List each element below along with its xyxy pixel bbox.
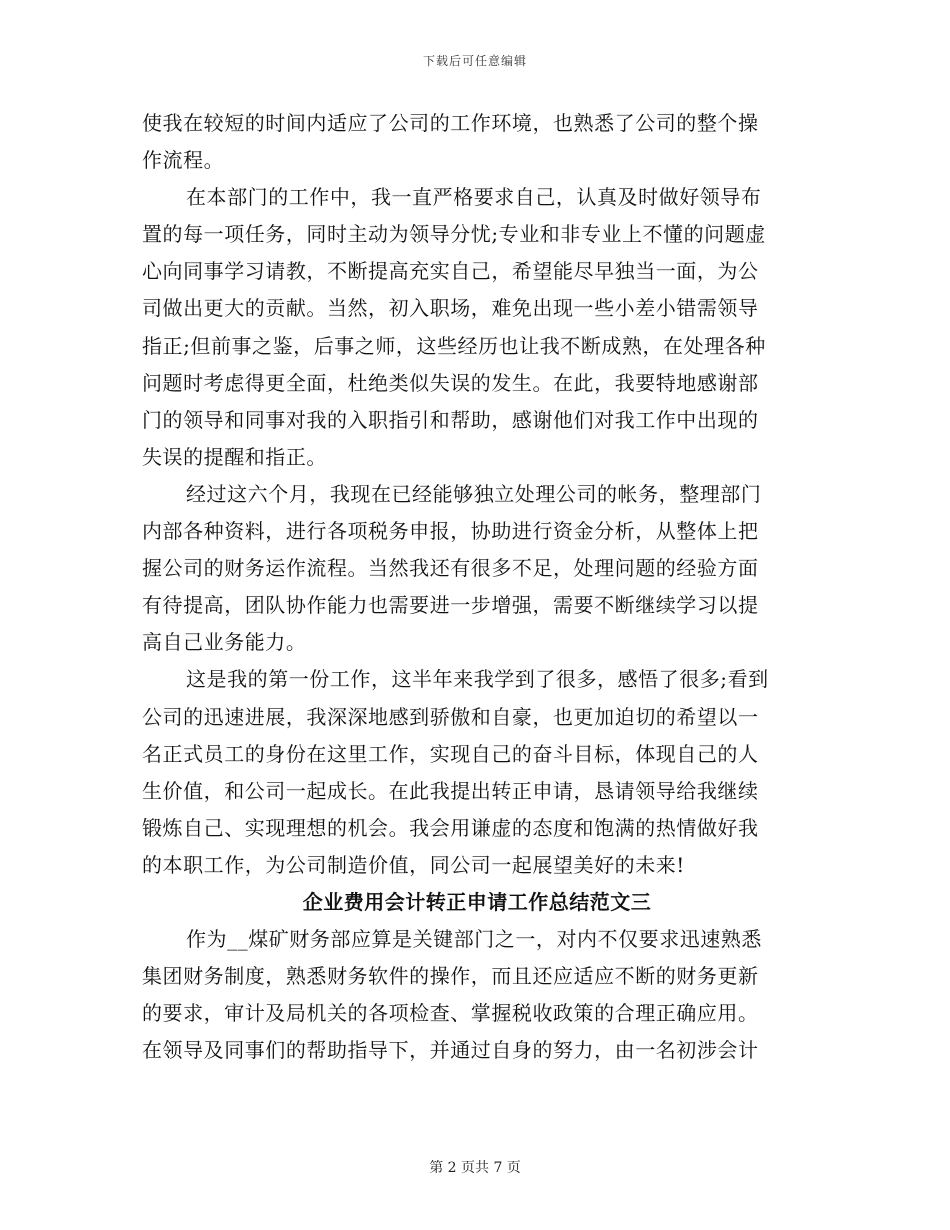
body-line: 门的领导和同事对我的入职指引和帮助，感谢他们对我工作中出现的 [142,407,759,432]
body-line: 在领导及同事们的帮助指导下，并通过自身的努力，由一名初涉会计 [142,1038,759,1063]
body-line: 使我在较短的时间内适应了公司的工作环境，也熟悉了公司的整个操 [142,111,759,135]
body-line: 公司的迅速进展，我深深地感到骄傲和自豪，也更加迫切的希望以一 [142,704,759,729]
body-line: 作流程。 [142,148,225,173]
body-line: 高自己业务能力。 [142,630,307,655]
paragraph-start: 这是我的第一份工作，这半年来我学到了很多，感悟了很多;看到 [186,667,769,692]
paragraph-start: 在本部门的工作中，我一直严格要求自己，认真及时做好领导布 [186,185,762,210]
body-line: 问题时考虑得更全面，杜绝类似失误的发生。在此，我要特地感谢部 [142,370,759,395]
body-line: 握公司的财务运作流程。当然我还有很多不足，处理问题的经验方面 [142,556,759,581]
paragraph-start: 经过这六个月，我现在已经能够独立处理公司的帐务，整理部门 [186,481,762,506]
body-line: 集团财务制度，熟悉财务软件的操作，而且还应适应不断的财务更新 [142,964,759,989]
body-line: 失误的提醒和指正。 [142,444,327,469]
body-line: 有待提高，团队协作能力也需要进一步增强，需要不断继续学习以提 [142,593,759,618]
body-line: 心向同事学习请教，不断提高充实自己，希望能尽早独当一面，为公 [142,259,759,284]
body-line: 生价值，和公司一起成长。在此我提出转正申请，恳请领导给我继续 [142,778,759,803]
body-line: 内部各种资料，进行各项税务申报，协助进行资金分析，从整体上把 [142,519,759,544]
body-line: 置的每一项任务，同时主动为领导分忧;专业和非专业上不懂的问题虚 [142,222,766,247]
body-line: 的要求，审计及局机关的各项检查、掌握税收政策的合理正确应用。 [142,1001,759,1026]
page-header: 下载后可任意编辑 [422,54,527,68]
body-line: 指正;但前事之鉴，后事之师，这些经历也让我不断成熟，在处理各种 [142,333,766,358]
page-footer: 第 2 页共 7 页 [429,1160,521,1176]
paragraph-start: 作为__煤矿财务部应算是关键部门之一，对内不仅要求迅速熟悉 [186,927,762,952]
section-heading: 企业费用会计转正申请工作总结范文三 [302,889,652,914]
body-line: 的本职工作，为公司制造价值，同公司一起展望美好的未来! [142,852,685,877]
document-body [142,105,812,1069]
body-line: 名正式员工的身份在这里工作，实现自己的奋斗目标，体现自己的人 [142,741,759,766]
body-line: 锻炼自己、实现理想的机会。我会用谦虚的态度和饱满的热情做好我 [142,815,759,840]
body-line: 司做出更大的贡献。当然，初入职场，难免出现一些小差小错需领导 [142,296,759,321]
